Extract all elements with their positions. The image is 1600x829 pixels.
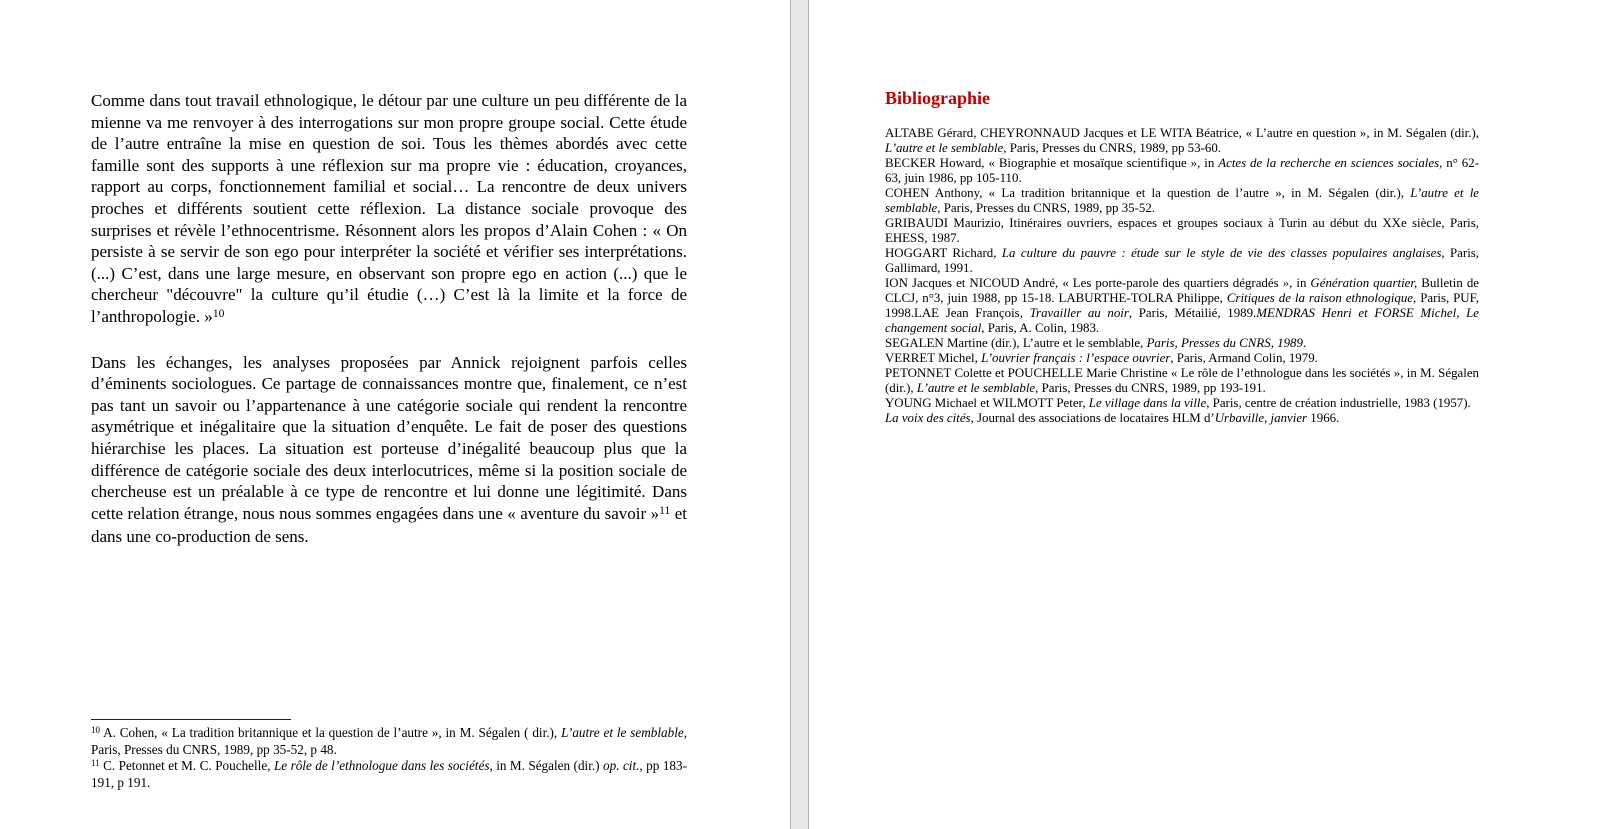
text-run: VERRET Michel, — [885, 351, 982, 365]
text-run: Génération quartier, — [1310, 276, 1418, 290]
text-run: L’ouvrier français : l’espace ouvrier — [981, 351, 1171, 365]
text-run: , Paris, Métailié, 1989. — [1128, 306, 1257, 320]
text-run: , Paris, Gallimard, 1991. — [885, 246, 1480, 275]
text-run: Comme dans tout travail ethnologique, le détour par une culture un peu différente de la mienne va me renvoyer à des interrogations sur mon propre groupe social. Cette étude de l’autre entraîne la mise en question de soi. Tous les thèmes abordés avec cette famille sont des supports à une réflexion sur ma propre vie : éducation, croyances, rapport au corps, fonctionnement familial et social… La rencontre de deux univers proches et différents soutient cette réflexion. La distance sociale provoque des surprises et révèle l’ethnocentrisme. Résonnent alors les propos d’Alain Cohen : « On persiste à se servir de son ego pour interpréter la société et vérifier ses interprétations. (...) C’est, dans une large mesure, en observant son propre ego en action (...) que le chercheur "découvre" la culture qu’il étudie (…) C’est là la limite et la force de l’anthropologie. » — [91, 91, 687, 326]
text-run: . — [1302, 336, 1307, 350]
text-run: », — [1282, 276, 1293, 290]
text-run: La voix des cités, — [885, 411, 974, 425]
document-page-right — [809, 0, 1600, 829]
text-run: Journal des associations de locataires HLM d’ — [973, 411, 1215, 425]
text-run: Dans les échanges, les analyses proposées par Annick rejoignent parfois celles d’éminents sociologues. Ce partage de connaissances montre que, finalement, ce n’est pas tant un savoir ou l’appartenance à une catégorie sociale qui rendent la rencontre asymétrique et inégalitaire que la situation d’enquête. Le fait de poser des questions hiérarchise les places. La situation est porteuse d’inégalité beaucoup plus que la différence de catégorie sociale des deux interlocutrices, même si la position sociale de chercheuse est un préalable à ce type de rencontre et lui donne une légitimité. Dans cette relation étrange, nous nous sommes engagées dans une « aventure du savoir » — [91, 352, 687, 523]
text-run: C. Petonnet et M. C. Pouchelle, — [99, 757, 274, 773]
superscript-note-number: 10 — [212, 306, 225, 320]
footnote — [91, 758, 687, 791]
superscript-note-number: 10 — [91, 724, 100, 735]
text-run: Bulletin de CLCJ, n°3, juin 1988, pp 15-18. LABURTHE-TOLRA Philippe, — [885, 276, 1479, 305]
text-run: Le village dans la ville, — [1088, 396, 1210, 410]
footnote-area — [91, 719, 687, 791]
text-run: L’autre et le semblable — [916, 381, 1036, 395]
text-run: HOGGART Richard, — [885, 246, 1002, 260]
text-run: pp 183-191, p 191. — [91, 757, 687, 791]
text-run: L’autre et le semblable — [561, 725, 684, 740]
text-run: ALTABE Gérard, CHEYRONNAUD Jacques et LE WITA Béatrice, « L’autre en question », in M. Ségalen (dir.), — [885, 126, 1479, 140]
text-run: COHEN Anthony, « La tradition britannique et la question de l’autre », in M. Ségalen (dir.), — [885, 186, 1411, 200]
page-gutter-divider — [790, 0, 809, 829]
bibliography-entry-list — [885, 126, 1479, 426]
footnote-list — [91, 725, 687, 791]
bibliography-heading: Bibliographie — [885, 88, 991, 108]
text-run: BECKER Howard, « Biographie et mosaïque scientifique », in — [885, 156, 1219, 170]
text-run: , Paris, Presses du CNRS, 1989, pp 53-60. — [1003, 141, 1221, 155]
left-page-body-text — [91, 90, 687, 570]
text-run: et dans une co-production de sens. — [91, 503, 687, 547]
bibliography-entry — [885, 216, 1479, 246]
text-run: YOUNG Michael et WILMOTT Peter, — [885, 396, 1089, 410]
bibliography-entry — [885, 276, 1479, 336]
bibliography-entry — [885, 411, 1479, 426]
text-run: L’autre et le semblable — [885, 141, 1004, 155]
paragraph — [91, 352, 687, 548]
bibliography-entry — [885, 396, 1479, 411]
paragraph — [91, 90, 687, 330]
footnote-separator-rule — [91, 719, 291, 720]
text-run: Paris, PUF, 1998.LAE Jean François, — [885, 291, 1479, 320]
bibliography-entry — [885, 246, 1479, 276]
text-run: , Paris, Presses du CNRS, 1989, pp 35-52. — [937, 201, 1155, 215]
text-run: GRIBAUDI Maurizio, Itinéraires ouvriers, espaces et groupes sociaux à Turin au début du XXe siècle, Paris, EHESS, 1987. — [885, 216, 1479, 245]
text-run: Urbaville, janvier — [1214, 411, 1308, 425]
text-run: MENDRAS Henri et FORSE Michel, Le changement social, — [885, 306, 1479, 335]
text-run: ION Jacques et NICOUD André, « Les porte-parole des quartiers dégradés — [885, 276, 1283, 290]
text-run: , n° 62-63, juin 1986, pp 105-110. — [885, 156, 1479, 185]
superscript-note-number: 11 — [91, 757, 100, 768]
text-run: Critiques de la raison ethnologique, — [1226, 291, 1417, 305]
text-run: 1966. — [1307, 411, 1340, 425]
text-run: Paris, A. Colin, 1983. — [984, 321, 1100, 335]
text-run: La culture du pauvre : étude sur le style de vie des classes populaires anglaises — [1001, 246, 1442, 260]
text-run: , Paris, Armand Colin, 1979. — [1170, 351, 1318, 365]
text-run: Paris, Presses du CNRS, 1989 — [1146, 336, 1303, 350]
text-run: Actes de la recherche en sciences sociales — [1218, 156, 1440, 170]
bibliography-entry — [885, 126, 1479, 156]
text-run: PETONNET Colette et POUCHELLE Marie Christine « Le rôle de l’ethnologue dans les sociétés », in M. Ségalen (dir.), — [885, 366, 1479, 395]
text-run: , Paris, Presses du CNRS, 1989, pp 193-191. — [1035, 381, 1266, 395]
text-run: A. Cohen, « La tradition britannique et la question de l’autre », in M. Ségalen ( dir.), — [99, 725, 562, 740]
text-run: in — [1292, 276, 1311, 290]
document-page-left — [0, 0, 790, 829]
bibliography-entry — [885, 186, 1479, 216]
bibliography-entry — [885, 156, 1479, 186]
text-run: op. cit., — [603, 757, 643, 773]
bibliography-entry — [885, 351, 1479, 366]
superscript-note-number: 11 — [659, 503, 671, 517]
text-run: L’autre et le semblable — [885, 186, 1479, 215]
footnote — [91, 725, 687, 758]
bibliography-entry — [885, 366, 1479, 396]
bibliography-entry — [885, 336, 1479, 351]
text-run: Paris, centre de création industrielle, 1983 (1957). — [1209, 396, 1471, 410]
text-run: SEGALEN Martine (dir.), L’autre et le semblable, — [885, 336, 1147, 350]
text-run: , in M. Ségalen (dir.) — [489, 757, 604, 773]
text-run: Le rôle de l’ethnologue dans les sociétés — [273, 757, 490, 773]
text-run: Travailler au noir — [1029, 306, 1129, 320]
text-run: , Paris, Presses du CNRS, 1989, pp 35-52, p 48. — [91, 725, 688, 758]
